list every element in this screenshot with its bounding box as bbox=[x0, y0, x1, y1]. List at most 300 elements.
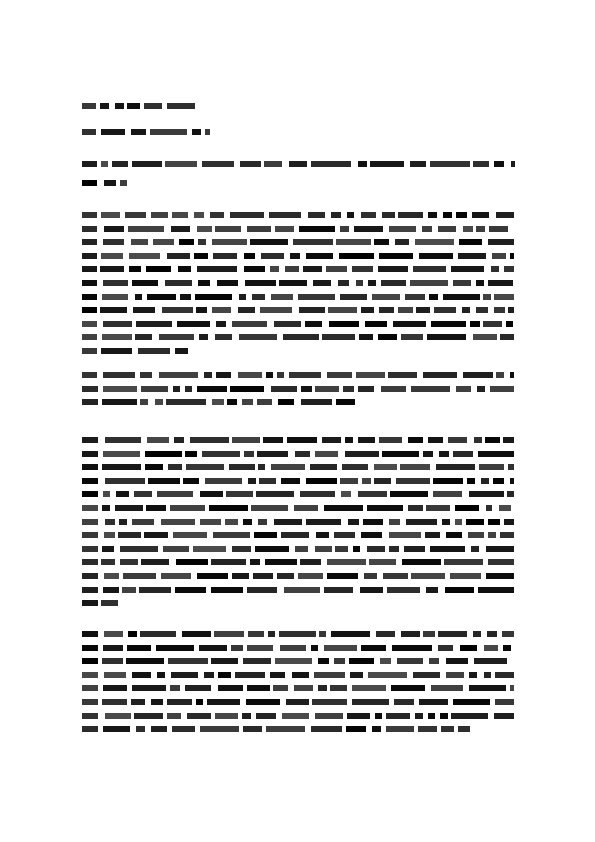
text-word-block bbox=[180, 294, 191, 300]
text-word-block bbox=[264, 161, 282, 167]
text-word-block bbox=[318, 658, 329, 664]
text-word-block bbox=[102, 699, 127, 705]
text-word-block bbox=[132, 685, 166, 691]
text-word-block bbox=[170, 685, 180, 691]
text-word-block bbox=[338, 280, 349, 286]
text-word-block bbox=[315, 386, 339, 392]
text-word-block bbox=[82, 532, 98, 538]
text-word-block bbox=[126, 658, 164, 664]
text-word-block bbox=[469, 685, 506, 691]
text-word-block bbox=[287, 437, 317, 443]
text-word-block bbox=[238, 307, 255, 313]
text-word-block bbox=[292, 672, 309, 678]
text-word-block bbox=[349, 658, 374, 664]
text-word-block bbox=[225, 519, 238, 525]
text-word-block bbox=[256, 713, 276, 719]
paragraph-line bbox=[82, 631, 514, 637]
text-word-block bbox=[315, 451, 338, 457]
text-word-block bbox=[469, 672, 477, 678]
text-word-block bbox=[173, 532, 207, 538]
text-word-block bbox=[82, 307, 97, 313]
text-word-block bbox=[340, 478, 358, 484]
text-word-block bbox=[473, 631, 481, 637]
text-word-block bbox=[455, 519, 462, 525]
text-word-block bbox=[387, 587, 420, 593]
text-word-block bbox=[389, 226, 416, 232]
text-word-block bbox=[436, 464, 475, 470]
text-word-block bbox=[178, 266, 191, 272]
text-word-block bbox=[115, 505, 143, 511]
text-word-block bbox=[429, 658, 439, 664]
text-word-block bbox=[105, 519, 115, 525]
text-word-block bbox=[175, 348, 188, 354]
text-word-block bbox=[82, 519, 98, 525]
text-word-block bbox=[370, 161, 404, 167]
paragraph-line bbox=[82, 399, 355, 405]
text-word-block bbox=[212, 307, 231, 313]
text-word-block bbox=[410, 280, 448, 286]
text-word-block bbox=[347, 212, 354, 218]
text-word-block bbox=[395, 239, 409, 245]
text-word-block bbox=[165, 161, 197, 167]
paragraph-line bbox=[82, 505, 514, 511]
text-word-block bbox=[156, 645, 194, 651]
text-word-block bbox=[136, 726, 145, 732]
text-word-block bbox=[251, 505, 288, 511]
text-word-block bbox=[507, 491, 514, 497]
text-word-block bbox=[415, 713, 423, 719]
text-word-block bbox=[463, 372, 493, 378]
paragraph-line bbox=[82, 266, 514, 272]
header-line-2 bbox=[82, 129, 210, 135]
text-word-block bbox=[275, 226, 294, 232]
text-word-block bbox=[361, 212, 376, 218]
text-word-block bbox=[139, 587, 171, 593]
text-word-block bbox=[105, 478, 145, 484]
text-word-block bbox=[313, 280, 331, 286]
text-word-block bbox=[104, 631, 123, 637]
text-word-block bbox=[442, 519, 450, 525]
text-word-block bbox=[101, 212, 120, 218]
text-word-block bbox=[268, 631, 275, 637]
text-word-block bbox=[327, 559, 366, 565]
text-word-block bbox=[200, 519, 221, 525]
text-word-block bbox=[198, 280, 210, 286]
text-word-block bbox=[186, 464, 224, 470]
text-word-block bbox=[247, 226, 271, 232]
text-word-block bbox=[103, 726, 130, 732]
text-word-block bbox=[284, 587, 320, 593]
text-word-block bbox=[466, 519, 484, 525]
text-word-block bbox=[286, 699, 309, 705]
paragraph-line bbox=[82, 672, 514, 678]
text-word-block bbox=[281, 478, 300, 484]
text-word-block bbox=[294, 685, 313, 691]
text-word-block bbox=[199, 334, 208, 340]
text-word-block bbox=[394, 699, 414, 705]
text-word-block bbox=[82, 559, 98, 565]
text-word-block bbox=[303, 266, 322, 272]
text-word-block bbox=[483, 321, 502, 327]
paragraph-line bbox=[82, 239, 514, 245]
text-word-block bbox=[493, 478, 504, 484]
text-word-block bbox=[456, 386, 471, 392]
text-word-block bbox=[352, 685, 386, 691]
text-word-block bbox=[82, 161, 97, 167]
text-word-block bbox=[324, 645, 357, 651]
text-word-block bbox=[294, 505, 318, 511]
text-word-block bbox=[327, 573, 358, 579]
paragraph-line bbox=[82, 699, 514, 705]
text-word-block bbox=[308, 212, 325, 218]
text-word-block bbox=[496, 372, 504, 378]
text-word-block bbox=[175, 587, 206, 593]
text-word-block bbox=[386, 726, 414, 732]
text-word-block bbox=[101, 129, 125, 135]
text-word-block bbox=[458, 253, 486, 259]
text-word-block bbox=[212, 239, 247, 245]
text-word-block bbox=[190, 437, 229, 443]
text-word-block bbox=[132, 161, 162, 167]
text-word-block bbox=[209, 505, 248, 511]
text-word-block bbox=[478, 451, 514, 457]
text-word-block bbox=[462, 307, 470, 313]
text-word-block bbox=[82, 587, 98, 593]
text-word-block bbox=[230, 212, 264, 218]
text-word-block bbox=[213, 253, 237, 259]
text-word-block bbox=[193, 546, 226, 552]
text-word-block bbox=[129, 253, 160, 259]
text-word-block bbox=[328, 307, 357, 313]
text-word-block bbox=[318, 685, 327, 691]
text-word-block bbox=[391, 685, 425, 691]
text-word-block bbox=[235, 672, 265, 678]
text-word-block bbox=[381, 280, 406, 286]
text-word-block bbox=[401, 334, 423, 340]
text-word-block bbox=[244, 451, 254, 457]
text-word-block bbox=[306, 478, 337, 484]
text-word-block bbox=[205, 129, 210, 135]
text-word-block bbox=[430, 546, 465, 552]
text-word-block bbox=[472, 212, 489, 218]
text-word-block bbox=[167, 699, 192, 705]
text-word-block bbox=[487, 631, 497, 637]
text-word-block bbox=[508, 464, 514, 470]
text-word-block bbox=[506, 321, 513, 327]
text-word-block bbox=[295, 546, 308, 552]
text-word-block bbox=[103, 645, 123, 651]
text-word-block bbox=[298, 573, 323, 579]
text-word-block bbox=[174, 437, 184, 443]
text-word-block bbox=[301, 386, 312, 392]
text-word-block bbox=[134, 713, 163, 719]
text-word-block bbox=[82, 491, 98, 497]
text-word-block bbox=[82, 573, 98, 579]
text-word-block bbox=[315, 546, 332, 552]
text-word-block bbox=[278, 399, 294, 405]
text-word-block bbox=[140, 399, 148, 405]
text-word-block bbox=[104, 180, 116, 186]
text-word-block bbox=[266, 372, 273, 378]
paragraph-line bbox=[82, 587, 514, 593]
paragraph-line bbox=[82, 713, 514, 719]
text-word-block bbox=[372, 294, 400, 300]
text-word-block bbox=[381, 386, 406, 392]
text-word-block bbox=[376, 631, 395, 637]
text-word-block bbox=[274, 519, 302, 525]
text-word-block bbox=[211, 658, 238, 664]
text-word-block bbox=[210, 212, 224, 218]
text-word-block bbox=[217, 280, 238, 286]
text-word-block bbox=[358, 491, 387, 497]
text-word-block bbox=[415, 239, 454, 245]
text-word-block bbox=[408, 505, 423, 511]
text-word-block bbox=[453, 699, 490, 705]
text-word-block bbox=[500, 334, 514, 340]
text-word-block bbox=[401, 631, 420, 637]
text-word-block bbox=[456, 212, 467, 218]
text-word-block bbox=[105, 437, 141, 443]
text-word-block bbox=[496, 212, 514, 218]
text-word-block bbox=[486, 573, 514, 579]
text-word-block bbox=[486, 546, 514, 552]
text-word-block bbox=[490, 386, 514, 392]
text-word-block bbox=[213, 532, 250, 538]
text-word-block bbox=[382, 212, 395, 218]
text-word-block bbox=[82, 464, 98, 470]
text-word-block bbox=[316, 532, 329, 538]
text-word-block bbox=[244, 253, 255, 259]
text-word-block bbox=[491, 266, 499, 272]
text-word-block bbox=[378, 266, 408, 272]
text-word-block bbox=[147, 294, 176, 300]
text-word-block bbox=[446, 672, 464, 678]
text-word-block bbox=[82, 451, 98, 457]
text-word-block bbox=[127, 645, 151, 651]
paragraph-line bbox=[82, 321, 514, 327]
text-word-block bbox=[211, 587, 243, 593]
text-word-block bbox=[82, 437, 98, 443]
text-word-block bbox=[453, 280, 471, 286]
text-word-block bbox=[356, 280, 363, 286]
text-word-block bbox=[118, 532, 141, 538]
text-word-block bbox=[215, 334, 232, 340]
text-word-block bbox=[495, 672, 514, 678]
text-word-block bbox=[511, 161, 515, 167]
text-word-block bbox=[216, 321, 226, 327]
text-word-block bbox=[300, 491, 335, 497]
text-word-block bbox=[329, 321, 359, 327]
text-word-block bbox=[265, 559, 297, 565]
text-word-block bbox=[463, 226, 473, 232]
text-word-block bbox=[271, 386, 297, 392]
text-word-block bbox=[419, 253, 453, 259]
text-word-block bbox=[253, 573, 273, 579]
text-word-block bbox=[356, 372, 385, 378]
text-word-block bbox=[311, 726, 342, 732]
text-word-block bbox=[306, 519, 341, 525]
text-word-block bbox=[227, 399, 237, 405]
text-word-block bbox=[140, 631, 176, 637]
text-word-block bbox=[82, 103, 96, 109]
text-word-block bbox=[122, 587, 136, 593]
text-word-block bbox=[336, 239, 371, 245]
text-word-block bbox=[204, 672, 214, 678]
paragraph-line bbox=[82, 532, 514, 538]
text-word-block bbox=[359, 334, 373, 340]
text-word-block bbox=[82, 713, 98, 719]
paragraph-line bbox=[82, 546, 514, 552]
text-word-block bbox=[301, 399, 332, 405]
text-word-block bbox=[146, 266, 171, 272]
text-word-block bbox=[162, 307, 193, 313]
text-word-block bbox=[229, 464, 255, 470]
text-word-block bbox=[354, 226, 383, 232]
text-word-block bbox=[282, 713, 309, 719]
text-word-block bbox=[263, 437, 283, 443]
text-word-block bbox=[341, 491, 351, 497]
text-word-block bbox=[197, 266, 237, 272]
text-word-block bbox=[494, 161, 504, 167]
text-word-block bbox=[438, 631, 467, 637]
text-word-block bbox=[398, 307, 413, 313]
text-word-block bbox=[82, 129, 96, 135]
text-word-block bbox=[258, 464, 265, 470]
text-word-block bbox=[368, 672, 407, 678]
text-word-block bbox=[163, 546, 189, 552]
text-word-block bbox=[443, 212, 452, 218]
text-word-block bbox=[339, 253, 374, 259]
text-word-block bbox=[430, 161, 470, 167]
text-word-block bbox=[101, 600, 118, 606]
paragraph-line bbox=[82, 519, 514, 525]
text-word-block bbox=[379, 307, 394, 313]
text-word-block bbox=[499, 505, 511, 511]
text-word-block bbox=[382, 451, 419, 457]
text-word-block bbox=[393, 321, 426, 327]
text-word-block bbox=[467, 478, 475, 484]
text-word-block bbox=[82, 658, 98, 664]
text-word-block bbox=[157, 491, 193, 497]
text-word-block bbox=[102, 505, 110, 511]
text-word-block bbox=[104, 573, 119, 579]
text-word-block bbox=[358, 386, 374, 392]
text-word-block bbox=[423, 451, 433, 457]
text-word-block bbox=[132, 672, 151, 678]
text-word-block bbox=[159, 372, 198, 378]
text-word-block bbox=[82, 348, 97, 354]
text-word-block bbox=[346, 726, 366, 732]
text-word-block bbox=[510, 253, 514, 259]
text-word-block bbox=[82, 372, 97, 378]
text-word-block bbox=[383, 573, 408, 579]
text-word-block bbox=[254, 532, 277, 538]
text-word-block bbox=[171, 672, 198, 678]
text-word-block bbox=[458, 726, 470, 732]
text-word-block bbox=[404, 546, 425, 552]
text-word-block bbox=[416, 307, 430, 313]
text-word-block bbox=[103, 685, 127, 691]
text-word-block bbox=[311, 161, 351, 167]
text-word-block bbox=[202, 451, 240, 457]
text-word-block bbox=[347, 713, 370, 719]
text-word-block bbox=[494, 307, 505, 313]
text-word-block bbox=[379, 437, 402, 443]
text-word-block bbox=[408, 437, 423, 443]
text-word-block bbox=[364, 573, 377, 579]
text-word-block bbox=[473, 161, 489, 167]
text-word-block bbox=[82, 399, 98, 405]
text-word-block bbox=[261, 253, 284, 259]
text-word-block bbox=[422, 226, 432, 232]
text-word-block bbox=[82, 505, 98, 511]
text-word-block bbox=[470, 321, 480, 327]
text-word-block bbox=[199, 645, 227, 651]
text-word-block bbox=[242, 713, 251, 719]
text-word-block bbox=[197, 386, 227, 392]
text-word-block bbox=[433, 491, 462, 497]
text-word-block bbox=[445, 587, 474, 593]
text-word-block bbox=[197, 226, 212, 232]
title-line bbox=[82, 161, 515, 167]
text-word-block bbox=[270, 266, 279, 272]
text-word-block bbox=[145, 451, 182, 457]
text-word-block bbox=[426, 505, 450, 511]
text-word-block bbox=[131, 699, 145, 705]
text-word-block bbox=[123, 573, 156, 579]
text-word-block bbox=[151, 699, 163, 705]
text-word-block bbox=[345, 437, 353, 443]
text-word-block bbox=[503, 437, 514, 443]
text-word-block bbox=[185, 451, 197, 457]
text-word-block bbox=[245, 280, 276, 286]
text-word-block bbox=[197, 573, 228, 579]
text-word-block bbox=[400, 464, 430, 470]
text-word-block bbox=[274, 321, 301, 327]
text-word-block bbox=[438, 645, 453, 651]
text-word-block bbox=[212, 399, 224, 405]
text-word-block bbox=[185, 685, 211, 691]
text-word-block bbox=[368, 280, 376, 286]
text-word-block bbox=[135, 294, 142, 300]
text-word-block bbox=[322, 334, 355, 340]
text-word-block bbox=[478, 587, 514, 593]
text-word-block bbox=[168, 464, 182, 470]
text-word-block bbox=[331, 212, 341, 218]
text-word-block bbox=[129, 266, 141, 272]
text-word-block bbox=[147, 437, 169, 443]
paragraph-line bbox=[82, 464, 514, 470]
text-word-block bbox=[474, 658, 507, 664]
text-word-block bbox=[82, 685, 98, 691]
paragraph-line bbox=[82, 658, 514, 664]
text-word-block bbox=[155, 399, 163, 405]
text-word-block bbox=[492, 253, 506, 259]
text-word-block bbox=[120, 180, 127, 186]
text-word-block bbox=[215, 713, 238, 719]
text-word-block bbox=[125, 212, 146, 218]
text-word-block bbox=[119, 519, 127, 525]
text-word-block bbox=[165, 280, 192, 286]
text-word-block bbox=[82, 645, 98, 651]
text-word-block bbox=[277, 372, 284, 378]
text-word-block bbox=[386, 713, 410, 719]
text-word-block bbox=[340, 294, 367, 300]
text-word-block bbox=[101, 559, 115, 565]
paragraph-line bbox=[82, 280, 514, 286]
text-word-block bbox=[128, 226, 164, 232]
text-word-block bbox=[324, 587, 353, 593]
